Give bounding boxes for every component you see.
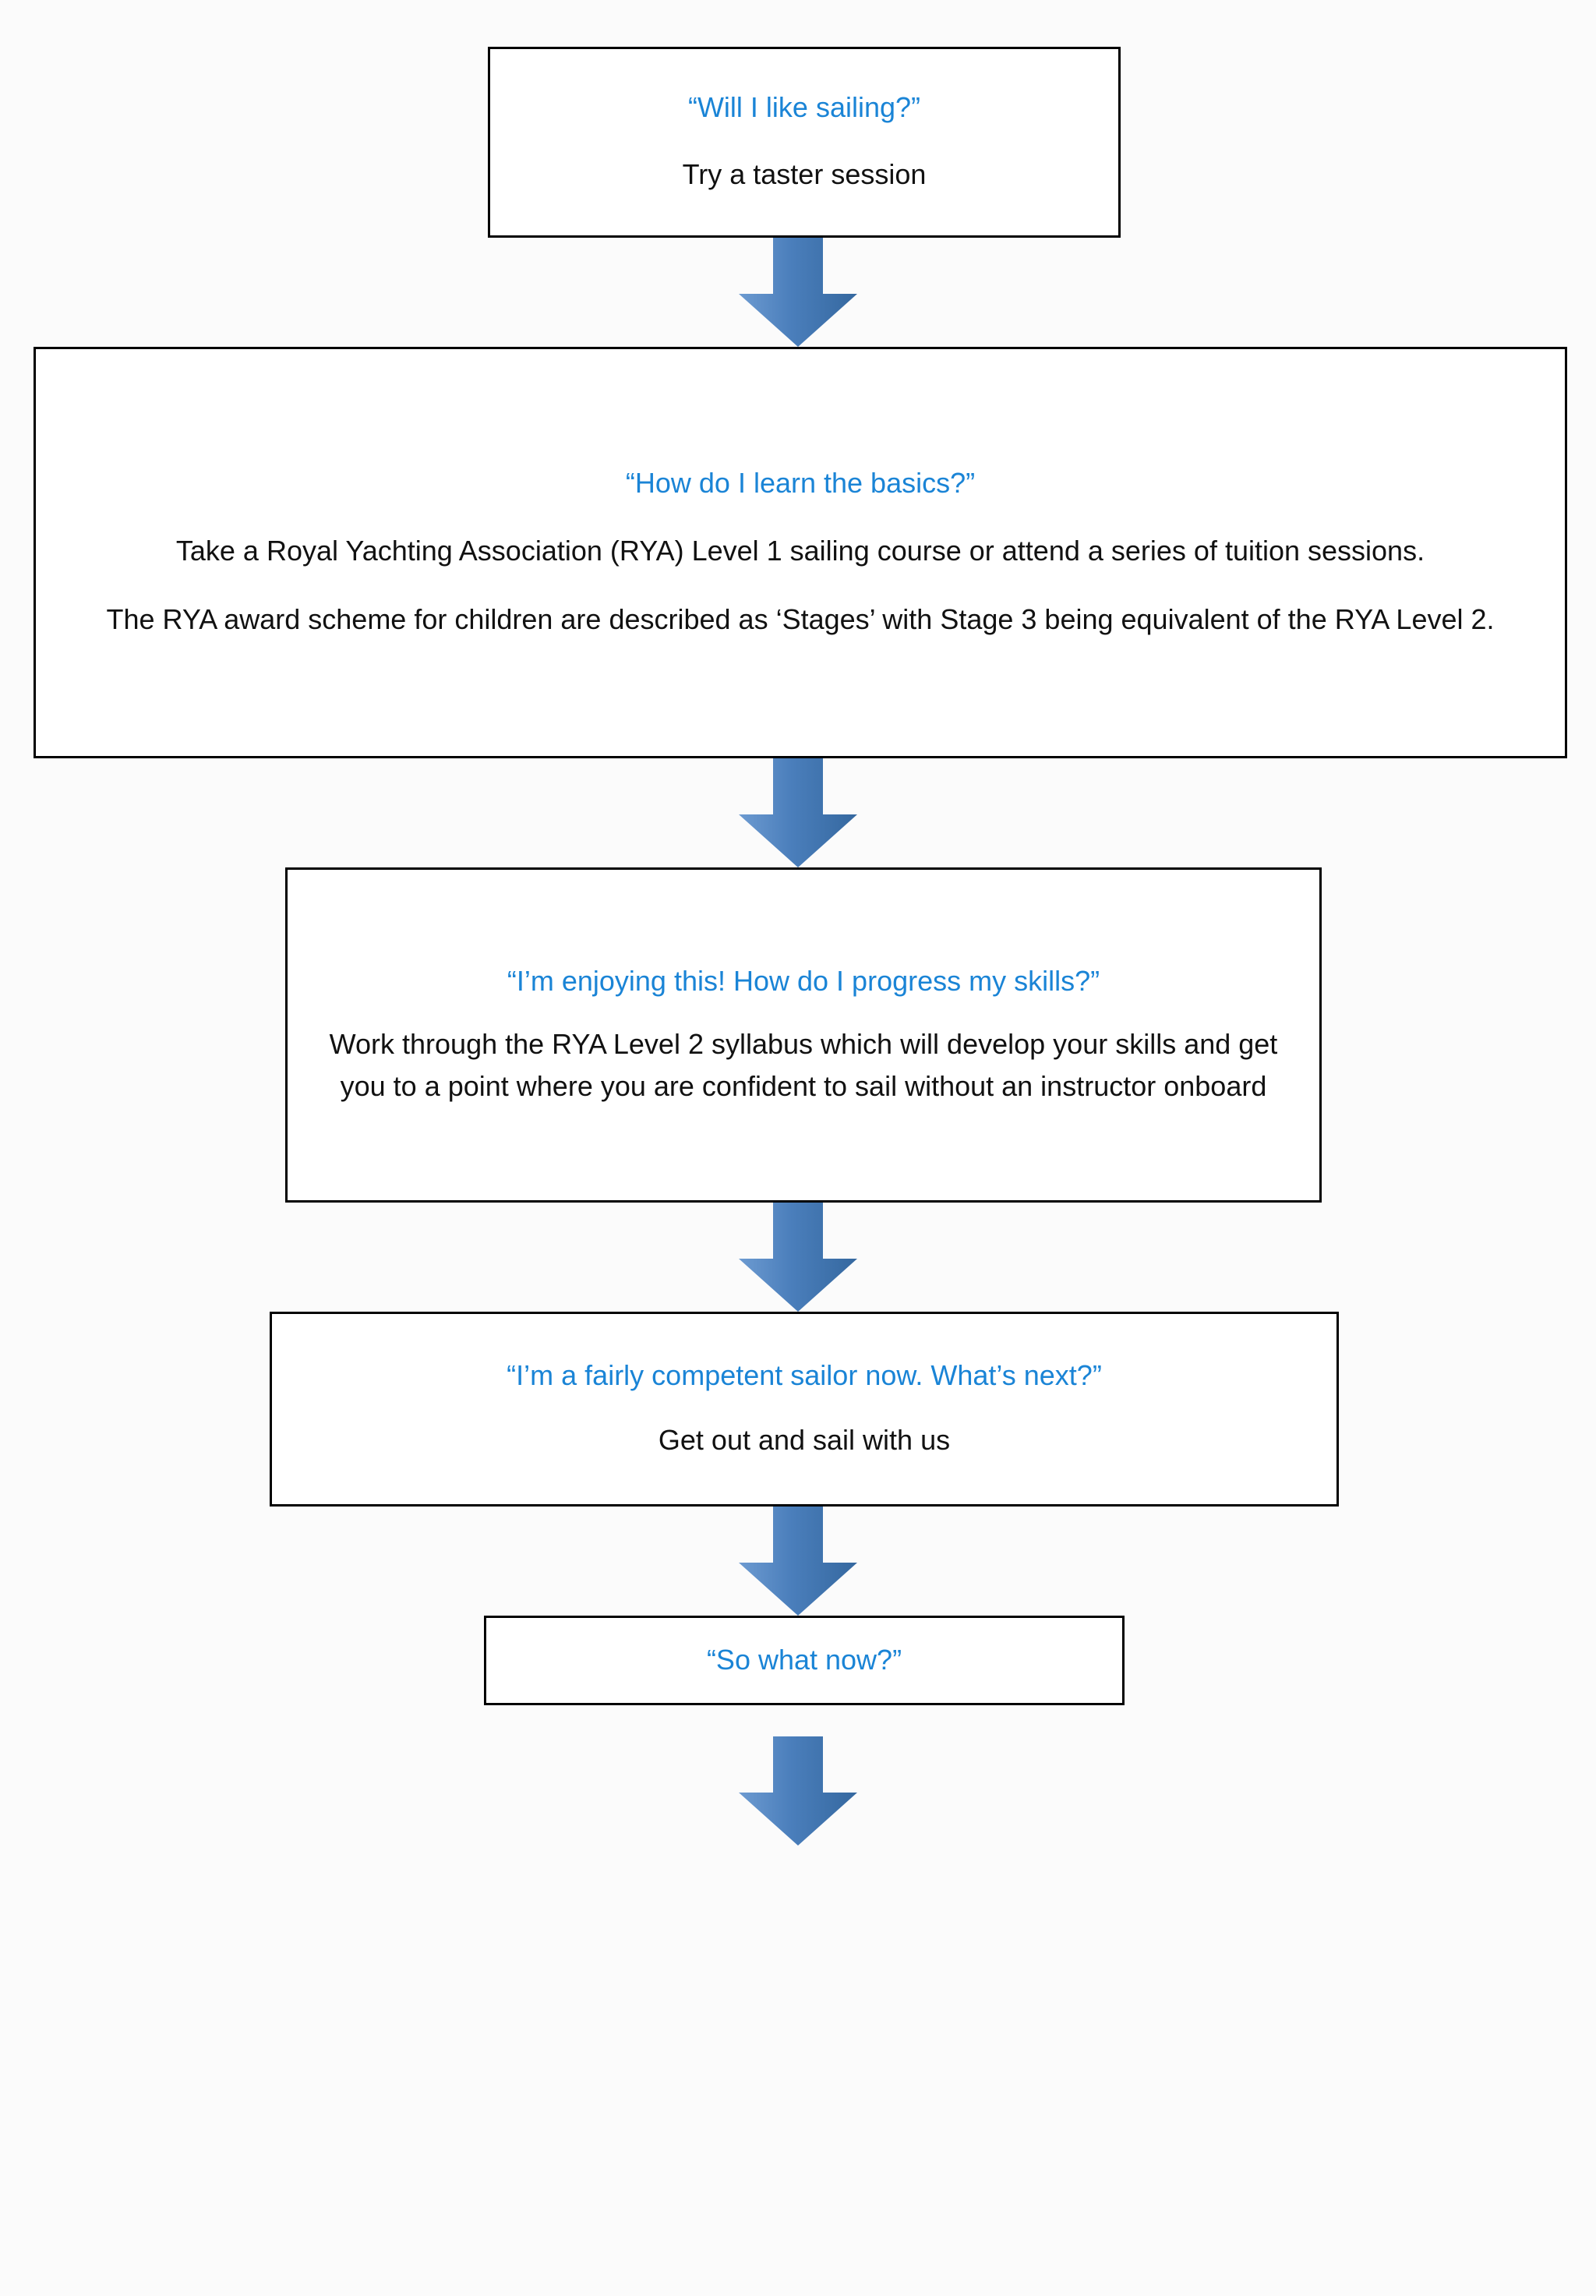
down-arrow-icon <box>728 1736 868 1846</box>
flow-node-body: Work through the RYA Level 2 syllabus which will develop your skills and get you to a point where you are confident to sail without an instructor onboard <box>329 1028 1278 1103</box>
down-arrow-icon <box>728 1507 868 1616</box>
flow-node-body: The RYA award scheme for children are described as ‘Stages’ with Stage 3 being equivalent of the RYA Level 2. <box>106 603 1495 636</box>
down-arrow-icon <box>728 238 868 347</box>
flow-node-so-what-now <box>484 1616 1125 1705</box>
down-arrow-icon <box>728 758 868 867</box>
connector-arrow-4 <box>728 1507 868 1616</box>
flow-node-how-do-i-learn-the-basics <box>34 347 1567 758</box>
down-arrow-icon <box>728 1203 868 1312</box>
connector-arrow-2 <box>728 758 868 867</box>
flow-node-fairly-competent-sailor <box>270 1312 1339 1507</box>
flow-node-how-do-i-progress-my-skills <box>285 867 1322 1203</box>
connector-arrow-1 <box>728 238 868 347</box>
flow-node-body: Get out and sail with us <box>658 1424 951 1457</box>
flow-node-question: “I’m a fairly competent sailor now. What’s next?” <box>507 1358 1102 1391</box>
flow-node-body: Try a taster session <box>682 157 927 190</box>
flow-node-question: “Will I like sailing?” <box>687 91 921 124</box>
connector-arrow-3 <box>728 1203 868 1312</box>
flow-node-body: Take a Royal Yachting Association (RYA) Level 1 sailing course or attend a series of tuition sessions. <box>175 535 1425 567</box>
flow-node-will-i-like-sailing <box>488 47 1121 238</box>
flow-node-question: “I’m enjoying this! How do I progress my skills?” <box>507 964 1100 997</box>
flow-node-question: “How do I learn the basics?” <box>625 466 976 499</box>
flow-node-question: “So what now?” <box>706 1644 902 1676</box>
connector-arrow-5 <box>728 1736 868 1846</box>
